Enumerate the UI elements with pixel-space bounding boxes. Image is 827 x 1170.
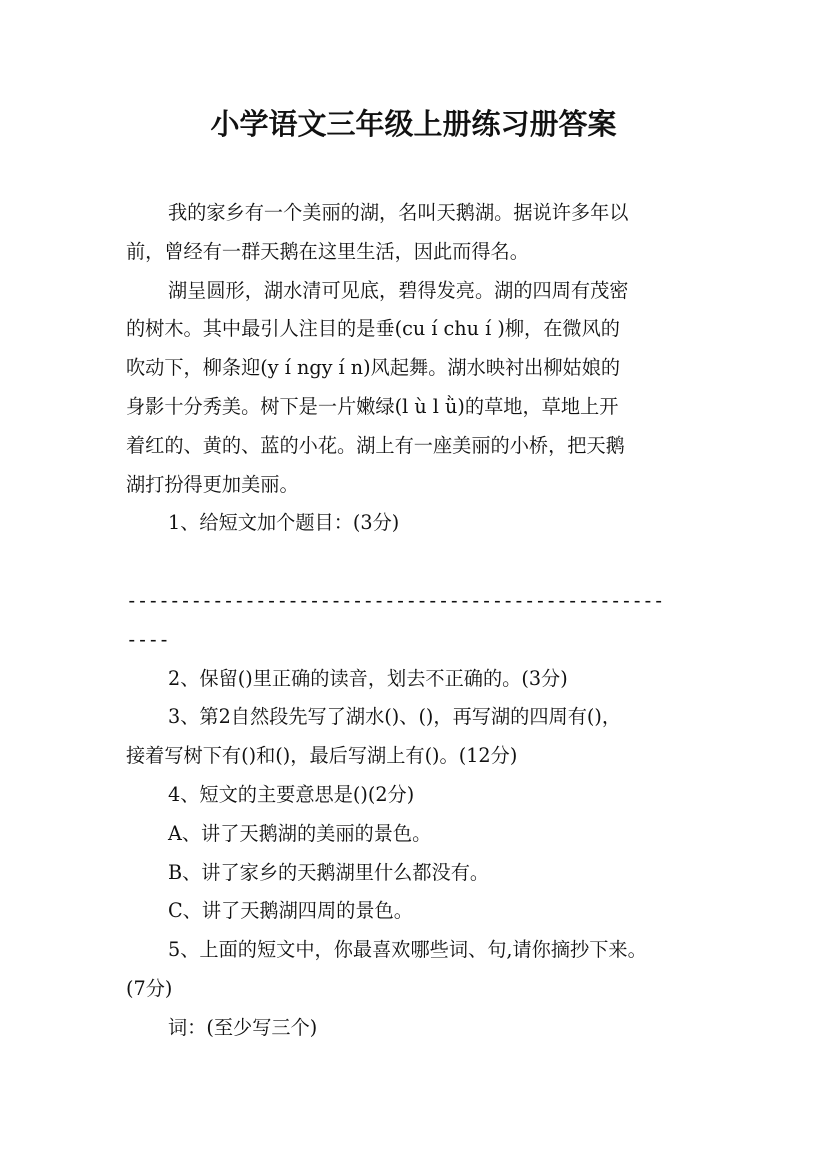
paragraph-line: 前，曾经有一群天鹅在这里生活，因此而得名。 — [126, 239, 529, 263]
paragraph-line: 身影十分秀美。树下是一片嫩绿(l ù l ǜ)的草地，草地上开 — [126, 394, 619, 418]
answer-blank-line: ---- — [126, 627, 170, 651]
option-a: A、讲了天鹅湖的美丽的景色。 — [168, 821, 432, 845]
question-1: 1、给短文加个题目：(3分) — [168, 511, 400, 535]
paragraph-line: 吹动下，柳条迎(y í ngy í n)风起舞。湖水映衬出柳姑娘的 — [126, 356, 621, 380]
document-title: 小学语文三年级上册练习册答案 — [210, 107, 617, 141]
question-3: 3、第2自然段先写了湖水()、()，再写湖的四周有()， — [168, 705, 622, 729]
paragraph-line: 着红的、黄的、蓝的小花。湖上有一座美丽的小桥，把天鹅 — [126, 433, 625, 457]
paragraph-line: 我的家乡有一个美丽的湖，名叫天鹅湖。据说许多年以 — [168, 201, 629, 224]
question-3-continued: 接着写树下有()和()，最后写湖上有()。(12分) — [126, 744, 518, 768]
question-4: 4、短文的主要意思是()(2分) — [168, 782, 415, 806]
document-body — [126, 194, 702, 1048]
paragraph-line: 湖呈圆形，湖水清可见底，碧得发亮。湖的四周有茂密 — [168, 278, 629, 302]
question-2: 2、保留()里正确的读音，划去不正确的。(3分) — [168, 666, 568, 690]
question-5-words-prompt: 词：(至少写三个) — [168, 1015, 318, 1039]
answer-blank-line: -------------------------------------------------- — [126, 588, 664, 612]
question-5-continued: (7分) — [126, 976, 173, 1000]
paragraph-line: 的树木。其中最引人注目的是垂(cu í chu í )柳，在微风的 — [126, 317, 620, 341]
paragraph-line: 湖打扮得更加美丽。 — [126, 472, 299, 496]
option-b: B、讲了家乡的天鹅湖里什么都没有。 — [168, 860, 490, 884]
question-5: 5、上面的短文中，你最喜欢哪些词、句,请你摘抄下来。 — [168, 938, 647, 962]
spacer — [126, 543, 702, 582]
option-c: C、讲了天鹅湖四周的景色。 — [168, 899, 413, 923]
